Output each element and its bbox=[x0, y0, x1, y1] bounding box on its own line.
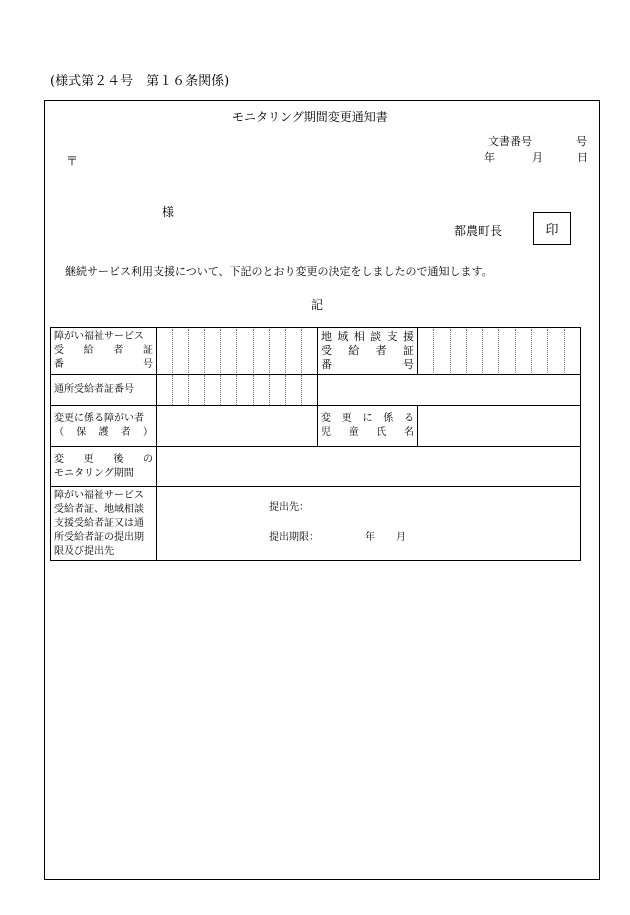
date-month: 月 bbox=[532, 151, 543, 164]
postal-mark: 〒 bbox=[66, 154, 79, 168]
document-title: モニタリング期間変更通知書 bbox=[232, 110, 388, 124]
table-row bbox=[51, 375, 581, 406]
submission-dest-label: 提出先： bbox=[269, 502, 309, 513]
date-day: 日 bbox=[577, 151, 588, 164]
child-label: 変 更 に 係 る 児 童 氏 名 bbox=[318, 406, 418, 447]
issuer-name: 都農町長 bbox=[454, 224, 503, 238]
seal-box: 印 bbox=[533, 212, 571, 245]
submission-deadline-label: 提出期限： bbox=[269, 532, 319, 543]
regional-cert-label: 地 域 相 談 支 援 受 給 者 証 番 号 bbox=[318, 328, 418, 375]
submission-deadline-year: 年 bbox=[365, 532, 375, 543]
regional-cert-number-cells[interactable] bbox=[418, 328, 581, 375]
welfare-cert-label: 障がい福祉サービス 受 給 者 証 番 号 bbox=[51, 328, 157, 375]
child-value[interactable] bbox=[418, 406, 581, 447]
doc-number-label: 文書番号 bbox=[488, 135, 532, 148]
doc-number-suffix: 号 bbox=[576, 135, 587, 148]
guardian-label: 変更に係る障がい者 （ 保 護 者 ） bbox=[51, 406, 157, 447]
period-value[interactable] bbox=[157, 447, 581, 487]
submission-value[interactable] bbox=[157, 487, 581, 561]
day-cert-label: 通所受給者証番号 bbox=[51, 375, 157, 406]
period-label: 変 更 後 の モニタリング期間 bbox=[51, 447, 157, 487]
day-cert-number-cells[interactable] bbox=[157, 375, 318, 406]
submission-deadline-month: 月 bbox=[396, 532, 406, 543]
form-number-label: (様式第２４号 第１６条関係) bbox=[50, 74, 230, 89]
date-year: 年 bbox=[484, 151, 495, 164]
body-text: 継続サービス利用支援について、下記のとおり変更の決定をしましたので通知します。 bbox=[65, 265, 493, 278]
welfare-cert-number-cells[interactable] bbox=[157, 328, 318, 375]
table-row bbox=[51, 487, 581, 561]
table-row bbox=[51, 447, 581, 487]
day-cert-blank bbox=[318, 375, 581, 406]
record-table bbox=[50, 327, 581, 561]
table-row bbox=[51, 328, 581, 375]
addressee-suffix: 様 bbox=[162, 205, 175, 219]
ki-label: 記 bbox=[311, 298, 324, 312]
guardian-value[interactable] bbox=[157, 406, 318, 447]
submission-label: 障がい福祉サービス 受給者証、地域相談 支援受給者証又は通 所受給者証の提出期 限及び提出先 bbox=[51, 487, 157, 561]
table-row bbox=[51, 406, 581, 447]
